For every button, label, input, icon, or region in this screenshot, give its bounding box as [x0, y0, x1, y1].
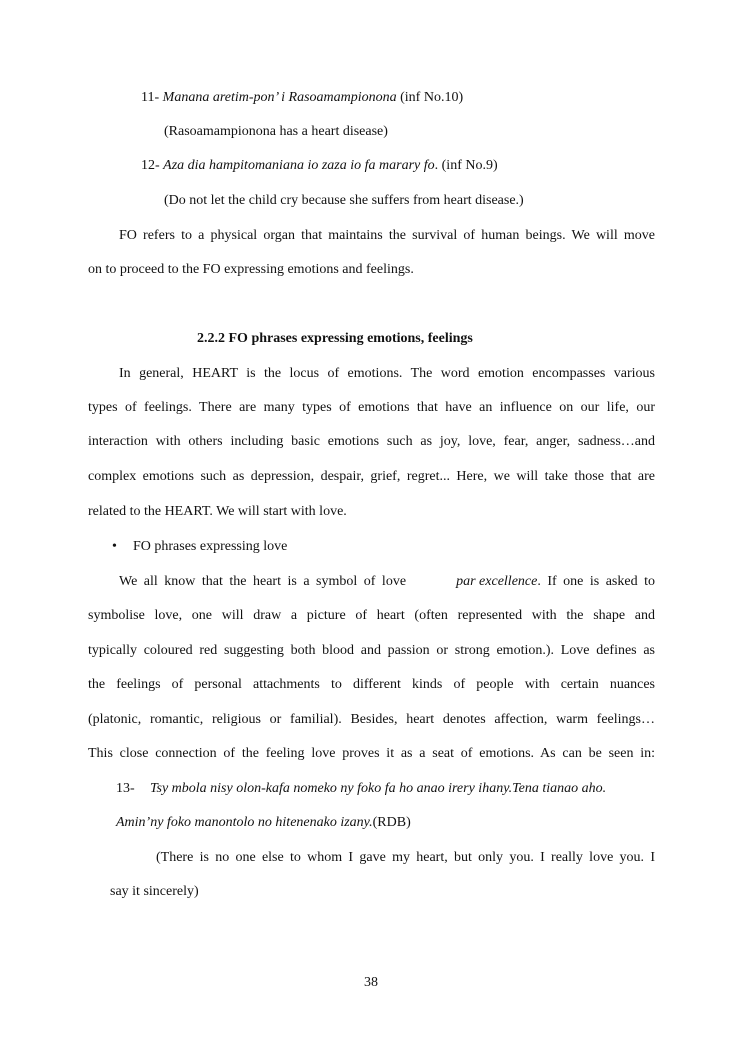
paragraph-3-line-1-b: . If one is asked to	[537, 574, 655, 589]
paragraph-3-italic-term: par excellence	[456, 574, 538, 589]
paragraph-3-line-1-a: We all know that the heart is a symbol of love	[119, 574, 407, 589]
example-11-ref: (inf No.10)	[396, 90, 464, 105]
paragraph-3-line-3: typically coloured red suggesting both blood and passion or strong emotion.). Love defines as	[88, 643, 655, 658]
example-11-malagasy: Manana aretim-pon’ i Rasoamampionona	[162, 90, 397, 105]
example-13-line-2-text: Amin’ny foko manontolo no hitenenako izany.	[116, 815, 373, 830]
bullet-item	[112, 538, 288, 556]
example-11	[141, 89, 463, 107]
paragraph-3-line-5: (platonic, romantic, religious or familial). Besides, heart denotes affection, warm feelings…	[88, 712, 655, 727]
paragraph-2-line-4: complex emotions such as depression, despair, grief, regret... Here, we will take those that are	[88, 469, 655, 484]
example-13-translation-line-2: say it sincerely)	[110, 884, 199, 899]
section-heading: 2.2.2 FO phrases expressing emotions, feelings	[197, 331, 473, 346]
paragraph-2-line-2: types of feelings. There are many types of emotions that have an influence on our life, our	[88, 400, 655, 415]
paragraph-3-line-6: This close connection of the feeling love proves it as a seat of emotions. As can be seen in:	[88, 746, 655, 761]
paragraph-1-line-2: on to proceed to the FO expressing emotions and feelings.	[88, 262, 414, 277]
example-12-number: 12-	[141, 158, 160, 173]
paragraph-2-line-5: related to the HEART. We will start with love.	[88, 504, 347, 519]
example-13-ref: (RDB)	[372, 815, 411, 830]
paragraph-1-line-1: FO refers to a physical organ that maintains the survival of human beings. We will move	[119, 228, 655, 243]
example-12-translation: (Do not let the child cry because she suffers from heart disease.)	[164, 193, 524, 208]
page-number: 38	[364, 975, 378, 990]
example-12-malagasy: Aza dia hampitomaniana io zaza io fa marary fo	[163, 158, 435, 173]
paragraph-3-line-1	[119, 573, 655, 591]
example-13-line-1-text: Tsy mbola nisy olon-kafa nomeko ny foko fa ho anao irery ihany.Tena tianao aho.	[150, 781, 607, 796]
example-12	[141, 157, 498, 175]
example-11-translation: (Rasoamampionona has a heart disease)	[164, 124, 388, 139]
paragraph-3-line-4: the feelings of personal attachments to different kinds of people with certain nuances	[88, 677, 655, 692]
example-13-line-1	[150, 780, 606, 798]
paragraph-2-line-1: In general, HEART is the locus of emotions. The word emotion encompasses various	[119, 366, 655, 381]
paragraph-2-line-3: interaction with others including basic emotions such as joy, love, fear, anger, sadness…and	[88, 434, 655, 449]
example-13-number: 13-	[116, 781, 135, 796]
example-13-translation-line-1: (There is no one else to whom I gave my heart, but only you. I really love you. I	[156, 850, 655, 865]
bullet-text: FO phrases expressing love	[133, 539, 288, 554]
example-13-line-2	[116, 814, 411, 832]
example-12-ref: . (inf No.9)	[434, 158, 498, 173]
paragraph-3-line-2: symbolise love, one will draw a picture of heart (often represented with the shape and	[88, 608, 655, 623]
example-11-number: 11-	[141, 90, 160, 105]
bullet-icon: •	[112, 539, 117, 554]
